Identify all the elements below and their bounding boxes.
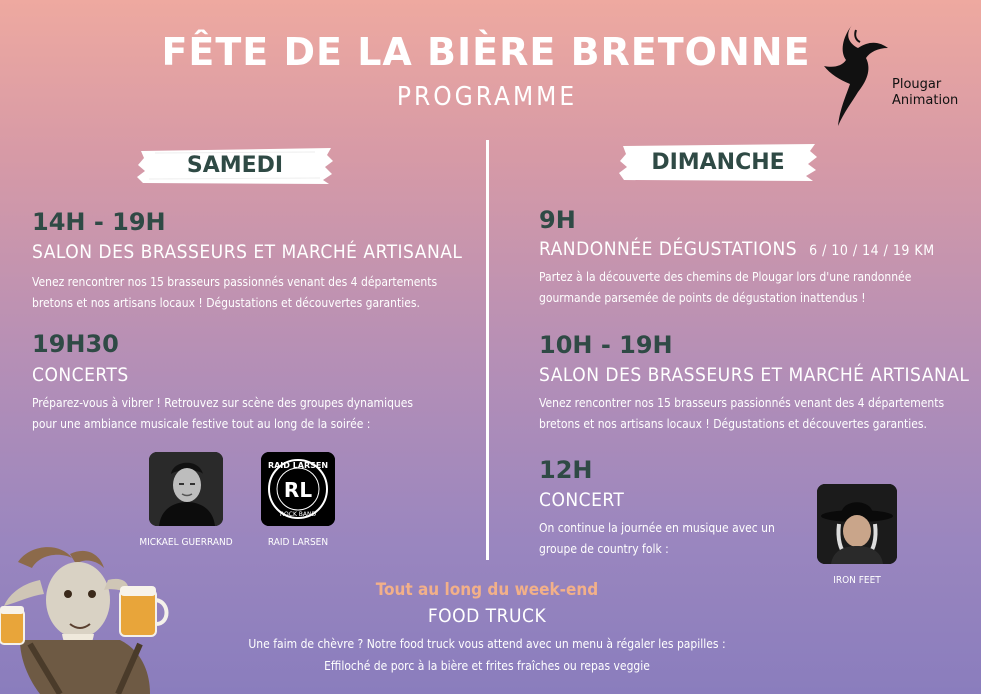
logo-line-2: Animation (892, 93, 959, 108)
dimanche-event-2-time: 10H - 19H (539, 331, 673, 359)
desc-line: Partez à la découverte des chemins de Plougar lors d'une randonnée (539, 270, 912, 284)
dimanche-event-2-title: SALON DES BRASSEURS ET MARCHÉ ARTISANAL (539, 364, 970, 386)
samedi-event-2-description (32, 393, 413, 435)
dimanche-event-3-title: CONCERT (539, 489, 625, 511)
artist-name-iron-feet: IRON FEET (833, 575, 881, 586)
desc-line: pour une ambiance musicale festive tout au long de la soirée : (32, 417, 371, 431)
day-label-samedi (135, 143, 335, 187)
desc-line: Venez rencontrer nos 15 brasseurs passionnés venant des 4 départements (539, 396, 945, 410)
weekend-heading: Tout au long du week-end (375, 580, 599, 600)
desc-line: On continue la journée en musique avec un (539, 521, 775, 535)
food-truck-description (0, 633, 974, 677)
samedi-event-1-title: SALON DES BRASSEURS ET MARCHÉ ARTISANAL (32, 241, 463, 263)
logo-line-1: Plougar (892, 77, 942, 92)
desc-line: bretons et nos artisans locaux ! Dégustations et découvertes garanties. (32, 296, 420, 310)
samedi-event-1-time: 14H - 19H (32, 208, 166, 236)
day-label-dimanche-text: DIMANCHE (651, 149, 785, 175)
bird-logo-icon (822, 22, 892, 127)
desc-line: Venez rencontrer nos 15 brasseurs passionnés venant des 4 départements (32, 275, 438, 289)
desc-line: Une faim de chèvre ? Notre food truck vous attend avec un menu à régaler les papilles : (248, 637, 726, 651)
cowboy-portrait-icon (817, 484, 897, 564)
day-label-dimanche (617, 140, 819, 184)
dimanche-event-3-time: 12H (539, 456, 593, 484)
food-truck-title: FOOD TRUCK (427, 605, 547, 627)
column-divider (486, 140, 489, 560)
svg-text:ROCK BAND: ROCK BAND (279, 511, 317, 518)
dimanche-event-1-description (539, 267, 911, 309)
person-portrait-icon (149, 452, 223, 526)
desc-line: Effiloché de porc à la bière et frites fraîches ou repas veggie (324, 659, 650, 673)
svg-text:RL: RL (283, 478, 313, 502)
desc-line: Préparez-vous à vibrer ! Retrouvez sur scène des groupes dynamiques (32, 396, 414, 410)
artist-logo-raid-larsen (261, 452, 335, 526)
dimanche-event-2-description (539, 393, 944, 435)
samedi-event-2-title: CONCERTS (32, 364, 129, 386)
artist-name-raid-larsen: RAID LARSEN (267, 537, 329, 548)
artist-photo-mickael-guerrand (149, 452, 223, 526)
desc-line: gourmande parsemée de points de dégustation inattendus ! (539, 291, 866, 305)
day-label-samedi-text: SAMEDI (186, 152, 284, 178)
dimanche-event-1-title (539, 238, 935, 260)
hike-distances: 6 / 10 / 14 / 19 KM (809, 243, 935, 259)
artist-name-mickael-guerrand: MICKAEL GUERRAND (139, 537, 233, 548)
page-title: FÊTE DE LA BIÈRE BRETONNE (161, 30, 811, 74)
artist-photo-iron-feet (817, 484, 897, 564)
dimanche-event-1-time: 9H (539, 206, 576, 234)
plougar-animation-logo (822, 22, 972, 132)
desc-line: bretons et nos artisans locaux ! Dégustations et découvertes garanties. (539, 417, 927, 431)
band-logo-icon (261, 452, 335, 526)
samedi-event-1-description (32, 272, 437, 314)
desc-line: groupe de country folk : (539, 542, 669, 556)
svg-text:RAID LARSEN: RAID LARSEN (267, 461, 329, 470)
dimanche-event-3-description (539, 518, 775, 560)
page-subtitle: PROGRAMME (396, 82, 578, 112)
samedi-event-2-time: 19H30 (32, 330, 119, 358)
dimanche-event-1-title-text: RANDONNÉE DÉGUSTATIONS (539, 238, 798, 260)
